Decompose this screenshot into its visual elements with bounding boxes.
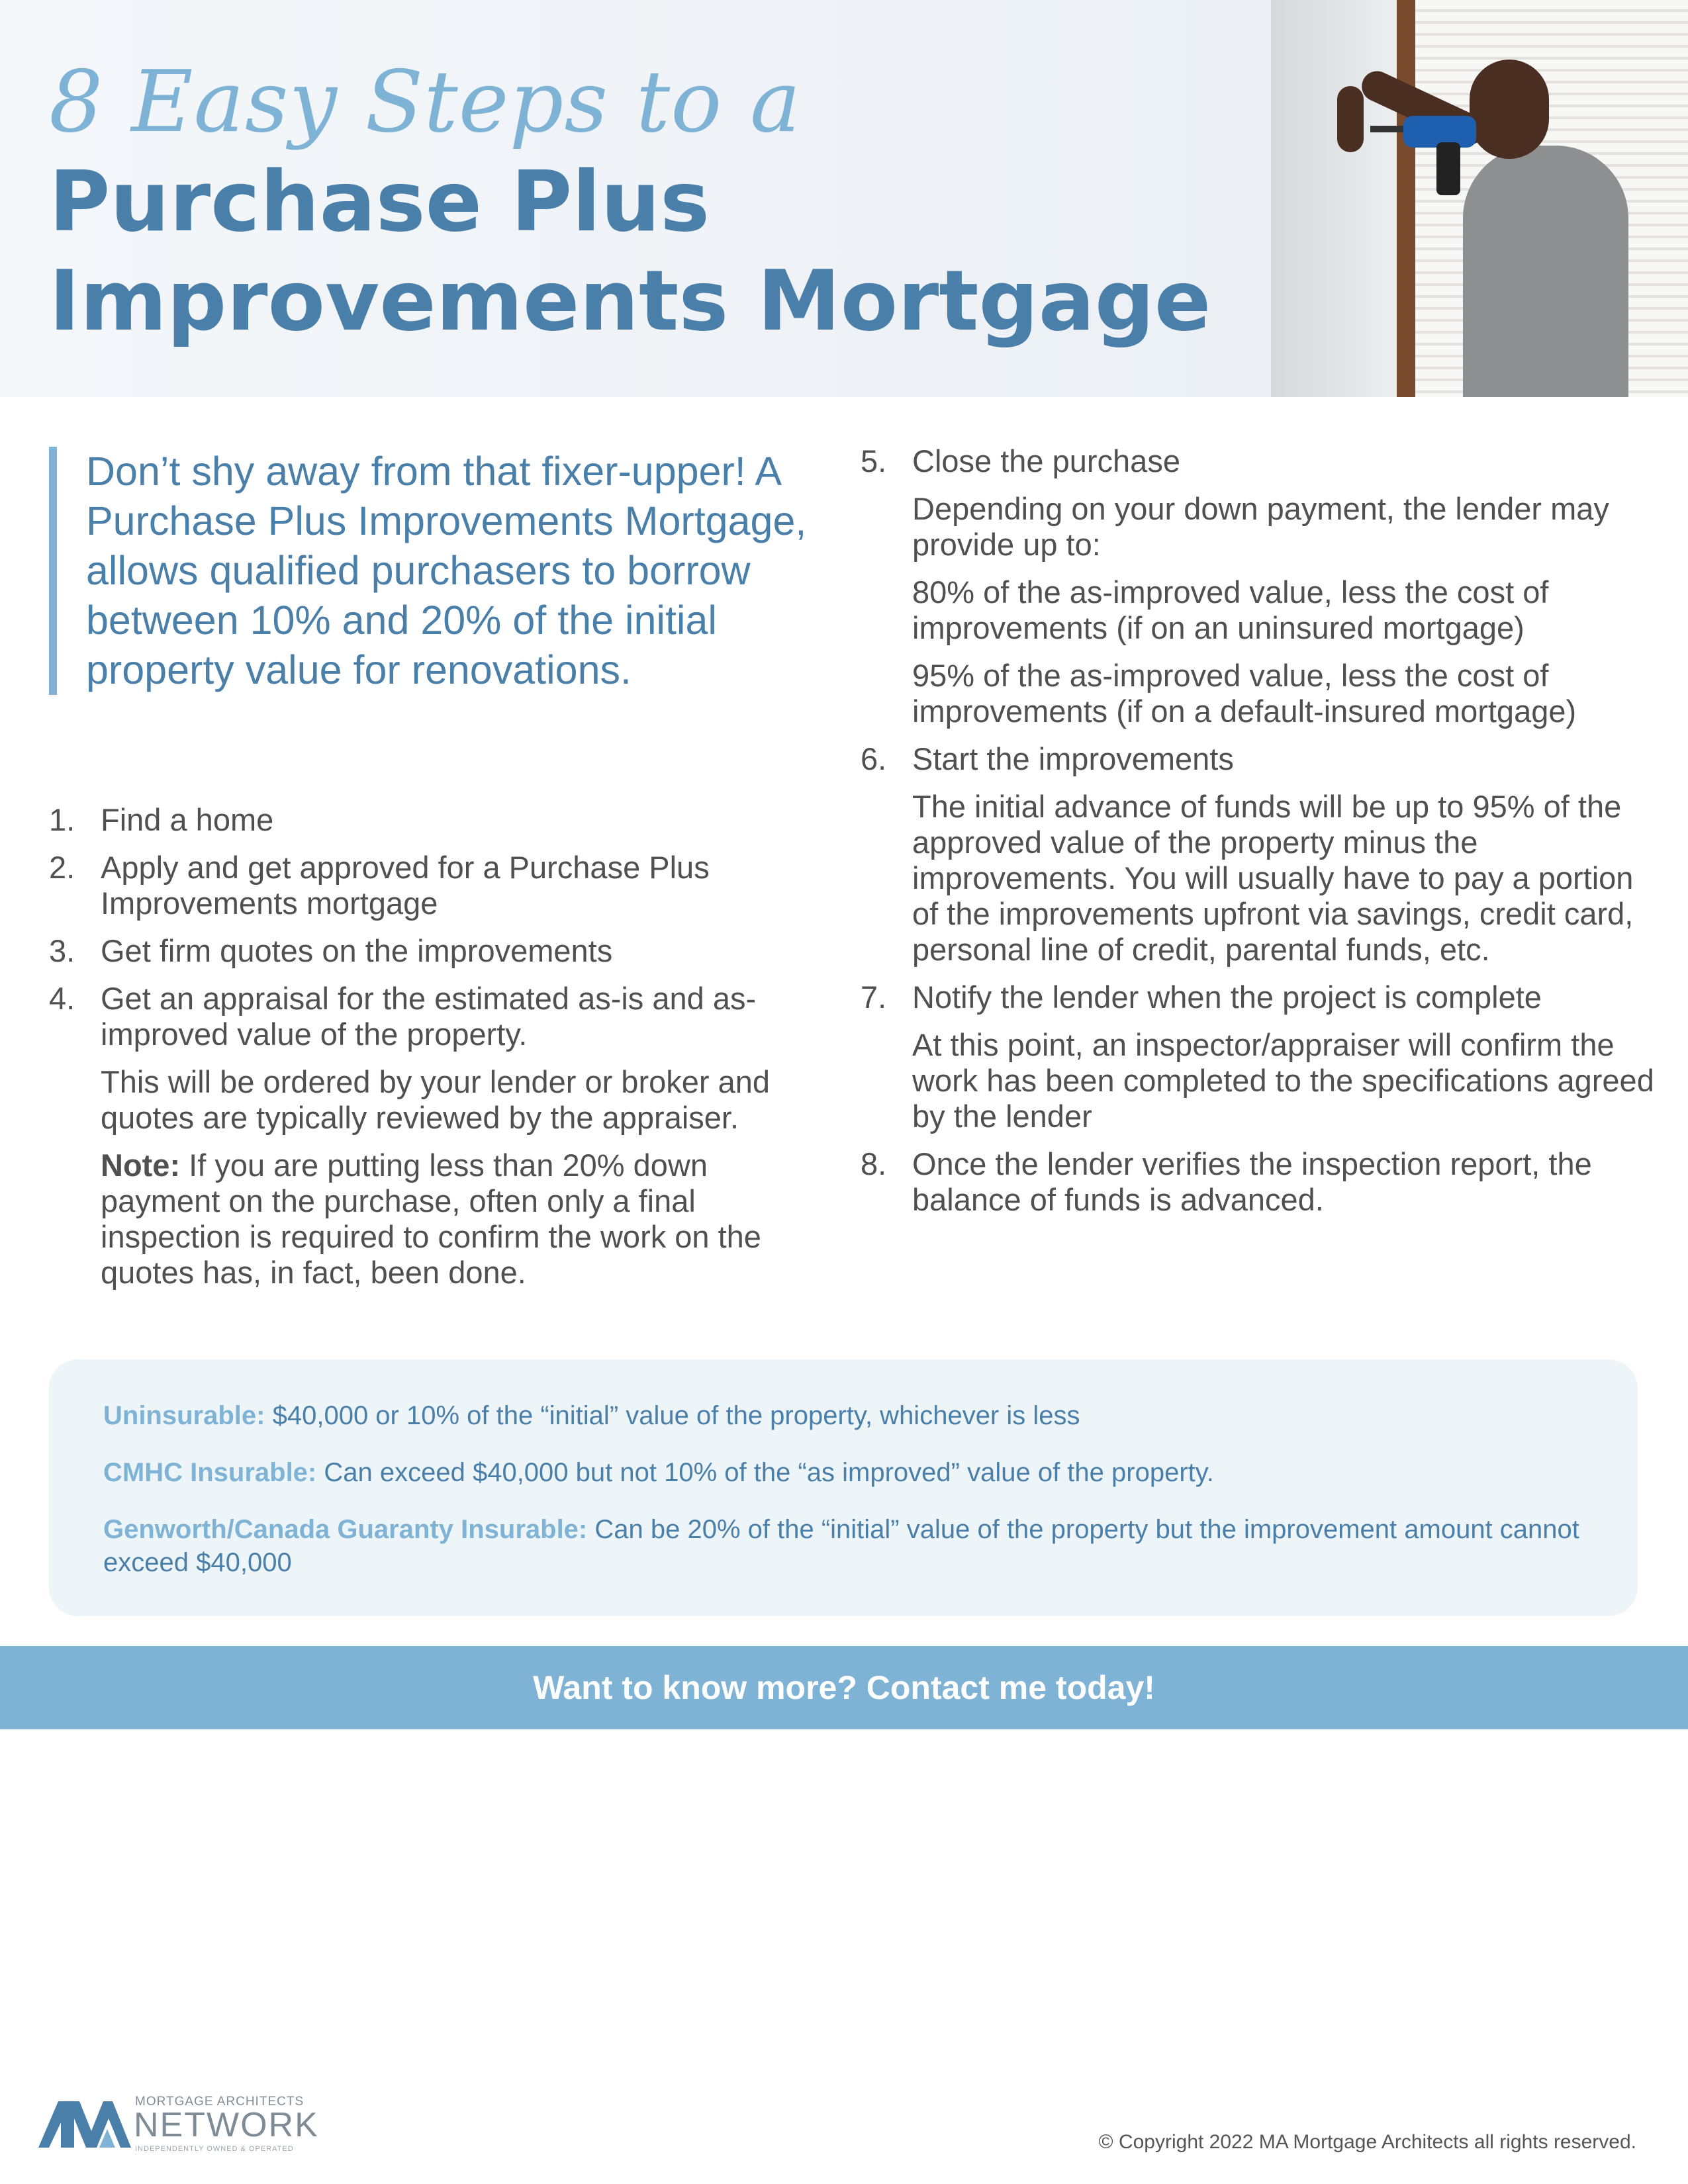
step-title: Close the purchase <box>912 443 1180 478</box>
step-number: 6. <box>861 741 887 776</box>
step-number: 2. <box>49 850 75 885</box>
insurability-info-box <box>49 1359 1638 1616</box>
info-text: $40,000 or 10% of the “initial” value of the property, whichever is less <box>265 1401 1080 1430</box>
steps-right-column <box>861 443 1655 1230</box>
step-detail: The initial advance of funds will be up to 95% of the approved value of the property minus the improvements. You will usually have to pay a portion of the improvements upfront via savings, credit card, personal line of credit, parental funds, etc. <box>912 789 1634 967</box>
title-line-1: Purchase Plus <box>49 153 710 250</box>
contact-cta-banner: Want to know more? Contact me today! <box>0 1646 1688 1729</box>
step-number: 8. <box>861 1146 887 1181</box>
info-label: Uninsurable: <box>103 1401 265 1430</box>
step-detail: At this point, an inspector/appraiser will confirm the work has been completed to the specifications agreed by the lender <box>912 1027 1654 1134</box>
info-label: CMHC Insurable: <box>103 1458 317 1487</box>
intro-quote: Don’t shy away from that fixer-upper! A Purchase Plus Improvements Mortgage, allows qualified purchasers to borrow between 10% and 20% of the initial property value for renovations. <box>49 447 817 695</box>
logo-wordmark: NETWORK <box>134 2106 319 2144</box>
step-title: Once the lender verifies the inspection report, the balance of funds is advanced. <box>912 1146 1592 1217</box>
photo-person-head <box>1470 60 1549 159</box>
photo-person-body <box>1463 146 1628 397</box>
note-text: If you are putting less than 20% down payment on the purchase, often only a final inspection is required to confirm the work on the quotes has, in fact, been done. <box>101 1148 761 1290</box>
step-title: Notify the lender when the project is complete <box>912 979 1542 1015</box>
header-banner <box>0 0 1688 397</box>
step-number: 4. <box>49 981 75 1016</box>
photo-person-hand <box>1337 86 1364 152</box>
steps-left-column <box>49 802 823 1302</box>
step-detail: 95% of the as-improved value, less the cost of improvements (if on a default-insured mortgage) <box>912 658 1577 729</box>
step-number: 1. <box>49 802 75 837</box>
step-detail: This will be ordered by your lender or broker and quotes are typically reviewed by the appraiser. <box>101 1064 771 1135</box>
step-note <box>101 1148 823 1291</box>
step-4 <box>49 981 823 1291</box>
page-title <box>49 152 1211 351</box>
step-number: 7. <box>861 979 887 1015</box>
header-photo <box>1271 0 1688 397</box>
info-row-cmhc <box>103 1456 1585 1489</box>
step-number: 5. <box>861 443 887 478</box>
step-6 <box>861 741 1655 968</box>
logo-tagline: INDEPENDENTLY OWNED & OPERATED <box>135 2145 294 2153</box>
drill-bit-icon <box>1370 126 1406 132</box>
step-detail: Depending on your down payment, the lender may provide up to: <box>912 491 1609 562</box>
info-row-genworth <box>103 1513 1585 1579</box>
photo-window-frame <box>1397 0 1415 397</box>
step-7 <box>861 979 1655 1134</box>
step-5 <box>861 443 1655 729</box>
step-3 <box>49 933 823 969</box>
step-number: 3. <box>49 933 75 968</box>
ma-logo-icon <box>38 2095 131 2148</box>
step-title: Get firm quotes on the improvements <box>101 933 613 968</box>
photo-wall <box>1271 0 1397 397</box>
step-title: Apply and get approved for a Purchase Plus Improvements mortgage <box>101 850 710 921</box>
step-detail: 80% of the as-improved value, less the cost of improvements (if on an uninsured mortgage) <box>912 574 1549 645</box>
title-line-2: Improvements Mortgage <box>49 252 1211 349</box>
copyright-text: © Copyright 2022 MA Mortgage Architects all rights reserved. <box>1098 2131 1636 2153</box>
mortgage-architects-logo <box>38 2095 319 2154</box>
info-text: Can exceed $40,000 but not 10% of the “as improved” value of the property. <box>316 1458 1214 1487</box>
info-text: Can be 20% of the “initial” value of the property but the improvement amount cannot exceed $40,000 <box>103 1515 1579 1577</box>
step-2 <box>49 850 823 921</box>
step-title: Find a home <box>101 802 274 837</box>
step-title: Get an appraisal for the estimated as-is and as-improved value of the property. <box>101 981 757 1052</box>
step-1 <box>49 802 823 838</box>
step-title: Start the improvements <box>912 741 1234 776</box>
info-row-uninsurable <box>103 1399 1585 1432</box>
script-title: 8 Easy Steps to a <box>49 53 802 152</box>
step-8 <box>861 1146 1655 1218</box>
drill-handle-icon <box>1436 142 1460 195</box>
logo-small-text: MORTGAGE ARCHITECTS <box>135 2095 305 2109</box>
info-label: Genworth/Canada Guaranty Insurable: <box>103 1515 588 1544</box>
note-label: Note: <box>101 1148 181 1183</box>
